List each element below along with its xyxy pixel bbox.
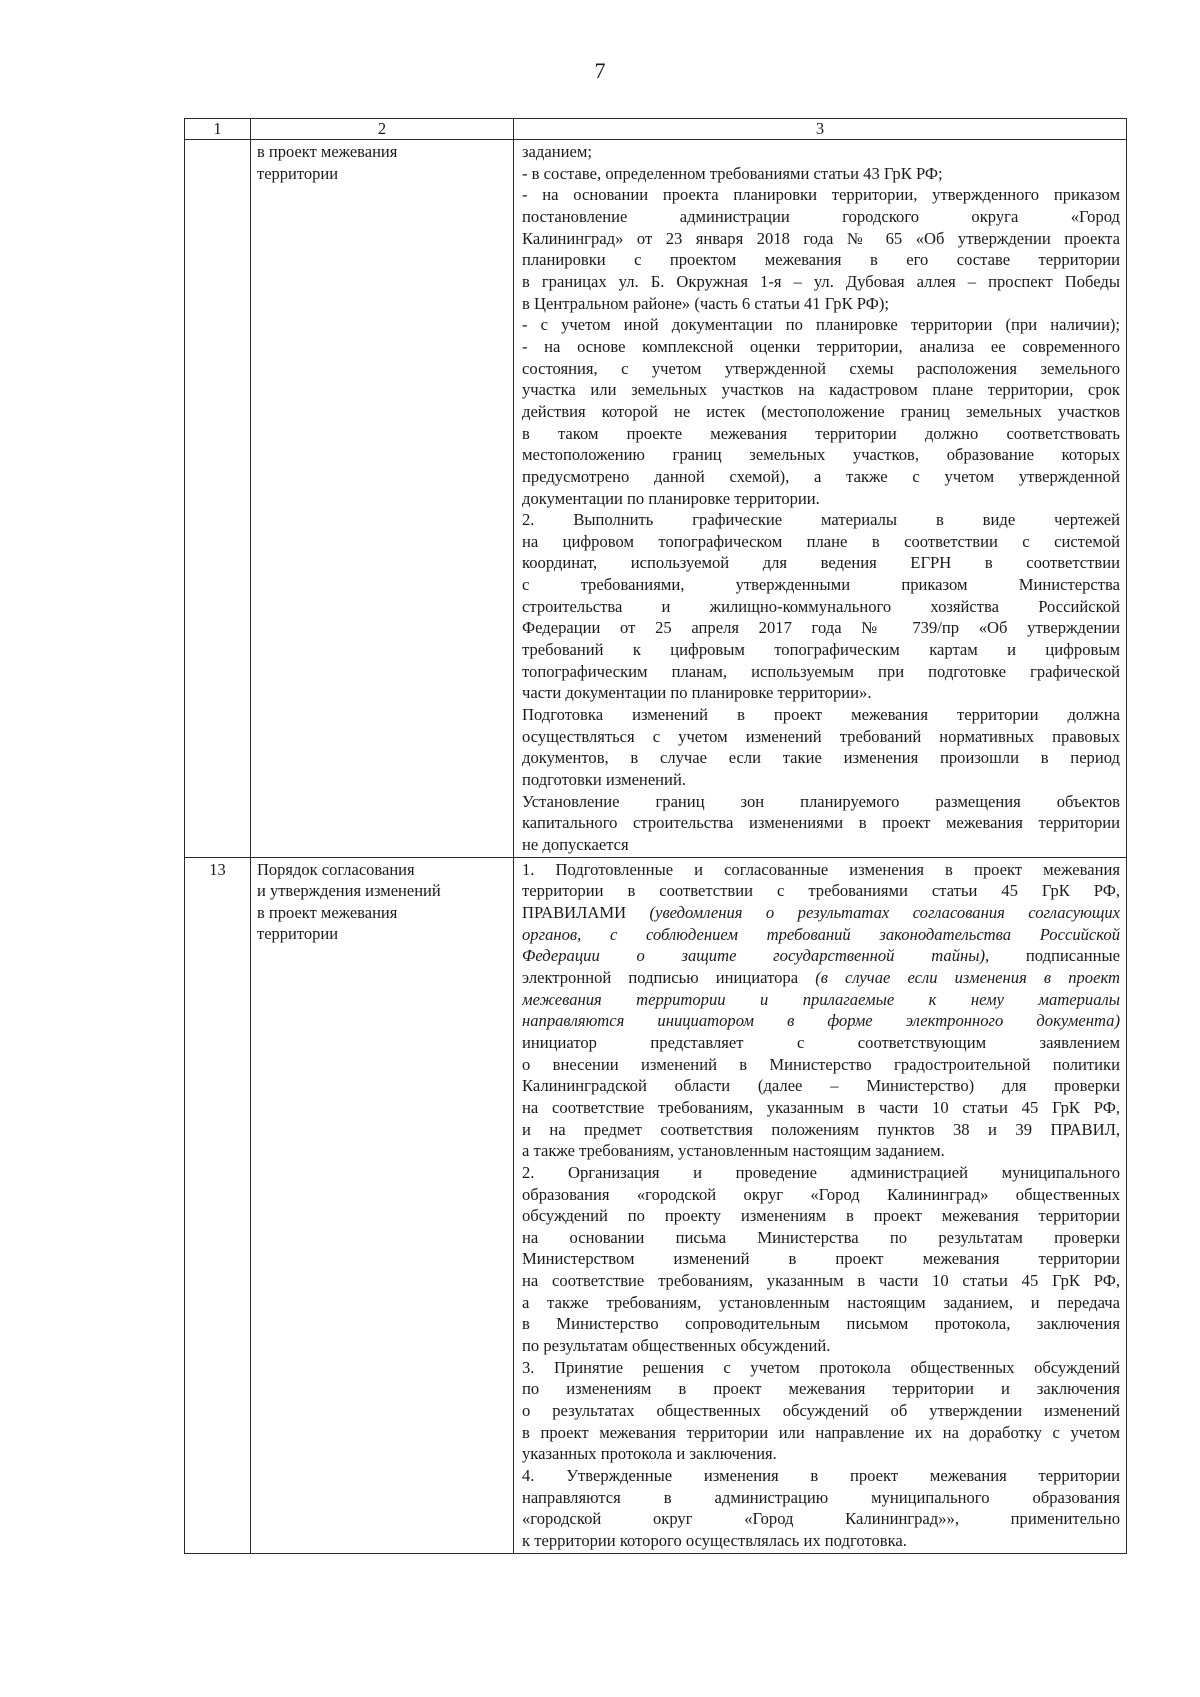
content-text: осуществляться с учетом изменений требований нормативных правовых	[522, 726, 1120, 746]
content-text: обсуждений по проекту изменениям в проект межевания территории	[522, 1206, 1120, 1226]
content-line	[522, 617, 1120, 639]
content-line	[522, 1465, 1120, 1487]
column-header-3: 3	[514, 119, 1127, 140]
content-line	[522, 1487, 1120, 1509]
content-line	[522, 228, 1120, 250]
content-line	[522, 1184, 1120, 1206]
row-name-line: в проект межевания	[257, 142, 398, 161]
content-line	[522, 1097, 1120, 1119]
content-text: а также требованиям, установленным настоящим заданием, и передача	[522, 1292, 1120, 1312]
content-italic-text: органов, с соблюдением требований законодательства Российской	[522, 924, 1120, 944]
content-text: на цифровом топографическом плане в соответствии с системой	[522, 531, 1120, 551]
content-line	[522, 989, 1120, 1011]
content-text: а также требованиям, установленным настоящим заданием.	[522, 1141, 945, 1161]
content-line	[522, 1075, 1120, 1097]
content-line	[522, 859, 1120, 881]
row-content	[514, 857, 1127, 1553]
content-line	[522, 812, 1120, 834]
row-number: 13	[185, 857, 251, 1553]
content-text: на соответствие требованиям, указанным в части 10 статьи 45 ГрК РФ,	[522, 1097, 1120, 1117]
content-line	[522, 1292, 1120, 1314]
content-text: о результатах общественных обсуждений об утверждении изменений	[522, 1401, 1120, 1421]
content-text: указанных протокола и заключения.	[522, 1444, 777, 1464]
content-text: постановление администрации городского округа «Город	[522, 206, 1120, 226]
content-text: участка или земельных участков на кадастровом плане территории, срок	[522, 380, 1120, 400]
content-line	[522, 880, 1120, 902]
content-line	[522, 1357, 1120, 1379]
content-line	[522, 1508, 1120, 1530]
content-text: документов, в случае если такие изменения произошли в период	[522, 748, 1120, 768]
content-text: с требованиями, утвержденными приказом Министерства	[522, 575, 1120, 595]
requirements-table	[184, 118, 1127, 1554]
content-text: в проект межевания территории или направление их на доработку с учетом	[522, 1422, 1120, 1442]
content-text: требований к цифровым топографическим картам и цифровым	[522, 640, 1120, 660]
content-text: - на основании проекта планировки территории, утвержденного приказом	[522, 185, 1120, 205]
content-line	[522, 488, 1120, 510]
content-italic-text: направляются инициатором в форме электронного документа)	[522, 1011, 1120, 1031]
content-text: на основании письма Министерства по результатам проверки	[522, 1227, 1120, 1247]
column-header-2: 2	[251, 119, 514, 140]
content-line	[522, 1400, 1120, 1422]
content-line	[522, 423, 1120, 445]
content-line	[522, 661, 1120, 683]
content-italic-text: (в случае если изменения в проект	[815, 967, 1120, 987]
content-text: Федерации от 25 апреля 2017 года № 739/пр «Об утверждении	[522, 618, 1120, 638]
content-text: - с учетом иной документации по планировке территории (при наличии);	[522, 315, 1120, 335]
content-line	[522, 293, 1120, 315]
content-italic-text: (уведомления о результатах согласования согласующих	[649, 902, 1120, 922]
content-text: строительства и жилищно-коммунального хозяйства Российской	[522, 596, 1120, 616]
content-text: 2. Организация и проведение администрацией муниципального	[522, 1162, 1120, 1182]
content-line	[522, 1054, 1120, 1076]
content-text: предусмотрено данной схемой), а также с учетом утвержденной	[522, 466, 1120, 486]
content-text: электронной подписью инициатора	[522, 967, 816, 987]
content-line	[522, 726, 1120, 748]
content-text: в границах ул. Б. Окружная 1-я – ул. Дубовая аллея – проспект Победы	[522, 271, 1120, 291]
content-text: 4. Утвержденные изменения в проект межевания территории	[522, 1466, 1120, 1486]
content-line	[522, 1313, 1120, 1335]
content-text: о внесении изменений в Министерство градостроительной политики	[522, 1054, 1120, 1074]
content-line	[522, 466, 1120, 488]
content-line	[522, 141, 1120, 163]
content-text: территории в соответствии с требованиями статьи 45 ГрК РФ,	[522, 881, 1120, 901]
content-italic-text: Федерации о защите государственной тайны),	[522, 946, 990, 966]
content-text: «городской округ «Город Калининград»», применительно	[522, 1509, 1120, 1529]
content-line	[522, 1530, 1120, 1552]
content-line	[522, 574, 1120, 596]
content-line	[522, 924, 1120, 946]
content-text: к территории которого осуществлялась их подготовка.	[522, 1531, 907, 1550]
content-text: документации по планировке территории.	[522, 488, 820, 508]
content-text: на соответствие требованиям, указанным в части 10 статьи 45 ГрК РФ,	[522, 1271, 1120, 1291]
content-line	[522, 531, 1120, 553]
content-text: 2. Выполнить графические материалы в виде чертежей	[522, 510, 1120, 530]
column-header-1: 1	[185, 119, 251, 140]
content-line	[522, 747, 1120, 769]
content-line	[522, 639, 1120, 661]
content-text: в Министерство сопроводительным письмом протокола, заключения	[522, 1314, 1120, 1334]
content-line	[522, 682, 1120, 704]
content-line	[522, 1227, 1120, 1249]
content-text: в таком проекте межевания территории должно соответствовать	[522, 423, 1120, 443]
content-text: по результатам общественных обсуждений.	[522, 1336, 831, 1356]
content-line	[522, 1140, 1120, 1162]
content-text: 3. Принятие решения с учетом протокола общественных обсуждений	[522, 1357, 1120, 1377]
content-text: подготовки изменений.	[522, 770, 686, 790]
content-text: образования «городской округ «Город Калининград» общественных	[522, 1184, 1120, 1204]
content-line	[522, 596, 1120, 618]
content-text: инициатор представляет с соответствующим заявлением	[522, 1032, 1120, 1052]
content-text: по изменениям в проект межевания территории и заключения	[522, 1379, 1120, 1399]
content-italic-text: межевания территории и прилагаемые к нему материалы	[522, 989, 1120, 1009]
content-line	[522, 1335, 1120, 1357]
content-text: Калининградской области (далее – Министерство) для проверки	[522, 1076, 1120, 1096]
content-text: координат, используемой для ведения ЕГРН в соответствии	[522, 553, 1120, 573]
content-line	[522, 1270, 1120, 1292]
content-text: действия которой не истек (местоположение границ земельных участков	[522, 401, 1120, 421]
content-line	[522, 1162, 1120, 1184]
page-number: 7	[594, 58, 606, 83]
content-text: в Центральном районе» (часть 6 статьи 41 ГрК РФ);	[522, 293, 889, 313]
content-line	[522, 401, 1120, 423]
content-line	[522, 1010, 1120, 1032]
row-name-line: в проект межевания	[257, 902, 398, 922]
content-line	[522, 834, 1120, 856]
row-name-line: и утверждения изменений	[257, 881, 441, 901]
content-line	[522, 1248, 1120, 1270]
row-name-line: Порядок согласования	[257, 859, 415, 879]
table-header-row	[185, 119, 1127, 140]
content-text: топографическим планам, используемым при подготовке графической	[522, 661, 1120, 681]
content-line	[522, 1443, 1120, 1465]
row-name	[251, 140, 514, 858]
content-line	[522, 509, 1120, 531]
content-line	[522, 1422, 1120, 1444]
content-text: подписанные	[989, 946, 1120, 966]
row-content	[514, 140, 1127, 858]
row-name-line: территории	[257, 163, 339, 183]
content-line	[522, 314, 1120, 336]
content-text: направляются в администрацию муниципального образования	[522, 1487, 1120, 1507]
content-line	[522, 1119, 1120, 1141]
content-line	[522, 791, 1120, 813]
content-line	[522, 163, 1120, 185]
content-line	[522, 704, 1120, 726]
content-text: заданием;	[522, 142, 592, 161]
content-line	[522, 379, 1120, 401]
content-text: Министерством изменений в проект межевания территории	[522, 1249, 1120, 1269]
content-line	[522, 249, 1120, 271]
content-text: Установление границ зон планируемого размещения объектов	[522, 791, 1120, 811]
content-line	[522, 444, 1120, 466]
content-text: не допускается	[522, 835, 629, 854]
content-line	[522, 552, 1120, 574]
content-text: ПРАВИЛАМИ	[522, 902, 650, 922]
content-line	[522, 336, 1120, 358]
row-name-line: территории	[257, 924, 339, 944]
table-row-13	[185, 857, 1127, 1553]
row-name	[251, 857, 514, 1553]
content-line	[522, 945, 1120, 967]
content-text: Калининград» от 23 января 2018 года № 65 «Об утверждении проекта	[522, 228, 1120, 248]
content-line	[522, 1378, 1120, 1400]
content-line	[522, 1032, 1120, 1054]
content-text: планировки с проектом межевания в его составе территории	[522, 250, 1120, 270]
content-text: местоположению границ земельных участков, образование которых	[522, 445, 1120, 465]
content-line	[522, 902, 1120, 924]
content-line	[522, 1205, 1120, 1227]
content-line	[522, 358, 1120, 380]
content-text: - на основе комплексной оценки территории, анализа ее современного	[522, 336, 1120, 356]
content-line	[522, 271, 1120, 293]
content-text: 1. Подготовленные и согласованные изменения в проект межевания	[522, 859, 1120, 879]
content-text: капитального строительства изменениями в проект межевания территории	[522, 813, 1120, 833]
content-line	[522, 967, 1120, 989]
content-text: части документации по планировке территории».	[522, 683, 872, 703]
content-text: Подготовка изменений в проект межевания территории должна	[522, 705, 1120, 725]
content-text: и на предмет соответствия положениям пунктов 38 и 39 ПРАВИЛ,	[522, 1119, 1120, 1139]
row-number	[185, 140, 251, 858]
content-text: - в составе, определенном требованиями статьи 43 ГрК РФ;	[522, 163, 943, 183]
content-line	[522, 769, 1120, 791]
content-text: состояния, с учетом утвержденной схемы расположения земельного	[522, 358, 1120, 378]
table-row-continuation	[185, 140, 1127, 858]
content-line	[522, 206, 1120, 228]
content-line	[522, 184, 1120, 206]
